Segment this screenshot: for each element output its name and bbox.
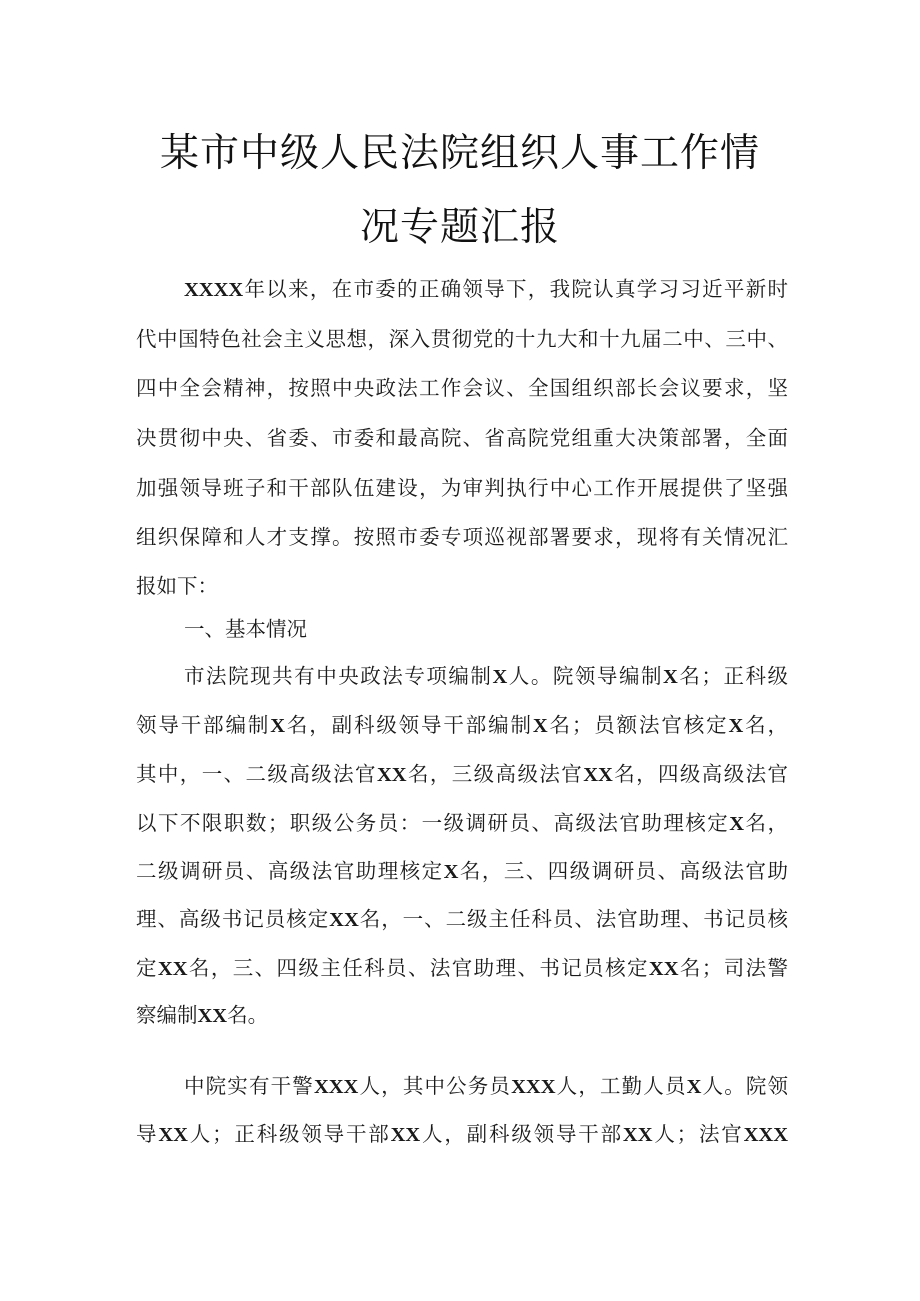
placeholder-number: XXX xyxy=(313,1076,359,1098)
placeholder-number: XX xyxy=(390,1124,421,1146)
document-title-line-1: 某市中级人民法院组织人事工作情 xyxy=(159,131,760,176)
paragraph-1-line-1: XXXX年以来，在市委的正确领导下，我院认真学习习近平新时 xyxy=(184,277,788,301)
section-heading-1: 一、基本情况 xyxy=(184,617,307,641)
placeholder-number: XXX xyxy=(743,1124,789,1146)
placeholder-number: XX xyxy=(583,764,613,786)
placeholder-number: XX xyxy=(622,1124,653,1146)
placeholder-number: X xyxy=(532,715,548,737)
paragraph-2-line-8: 察编制XX名。 xyxy=(136,1003,269,1027)
placeholder-number: X xyxy=(728,715,744,737)
paragraph-2-line-7: 定XX名，三、四级主任科员、法官助理、书记员核定XX名；司法警 xyxy=(136,956,789,980)
placeholder-number: XXXX xyxy=(184,279,244,301)
paragraph-2-line-4: 以下不限职数；职级公务员：一级调研员、高级法官助理核定X名， xyxy=(136,811,789,835)
paragraph-1-line-3: 四中全会精神，按照中央政法工作会议、全国组织部长会议要求，坚 xyxy=(136,376,788,400)
paragraph-1-line-4: 决贯彻中央、省委、市委和最高院、省高院党组重大决策部署，全面 xyxy=(136,426,788,450)
paragraph-1-line-6: 组织保障和人才支撑。按照市委专项巡视部署要求，现将有关情况汇 xyxy=(136,525,788,549)
paragraph-3-line-2: 导XX人；正科级领导干部XX人，副科级领导干部XX人；法官XXX xyxy=(136,1122,789,1146)
paragraph-2-line-1: 市法院现共有中央政法专项编制X人。院领导编制X名；正科级 xyxy=(184,664,789,688)
paragraph-2-line-2: 领导干部编制X名，副科级领导干部编制X名；员额法官核定X名， xyxy=(136,713,789,737)
placeholder-number: X xyxy=(729,813,745,835)
placeholder-number: X xyxy=(443,861,459,883)
placeholder-number: X xyxy=(663,666,678,688)
placeholder-number: XXX xyxy=(511,1076,556,1098)
placeholder-number: XX xyxy=(158,1124,188,1146)
placeholder-number: XX xyxy=(157,958,188,980)
paragraph-3-line-1: 中院实有干警XXX人，其中公务员XXX人，工勤人员X人。院领 xyxy=(184,1074,789,1098)
placeholder-number: X xyxy=(270,715,285,737)
paragraph-2-line-3: 其中，一、二级高级法官XX名，三级高级法官XX名，四级高级法官 xyxy=(136,762,789,786)
placeholder-number: XX xyxy=(197,1005,228,1027)
paragraph-2-line-6: 理、高级书记员核定XX名，一、二级主任科员、法官助理、书记员核 xyxy=(136,907,788,931)
paragraph-1-line-7: 报如下： xyxy=(136,574,218,598)
placeholder-number: X xyxy=(492,666,508,688)
document-title-line-2: 况专题汇报 xyxy=(359,205,560,250)
paragraph-1-line-5: 加强领导班子和干部队伍建设，为审判执行中心工作开展提供了坚强 xyxy=(136,476,788,500)
placeholder-number: XX xyxy=(329,909,359,931)
placeholder-number: XX xyxy=(376,764,407,786)
paragraph-1-line-2: 代中国特色社会主义思想，深入贯彻党的十九大和十九届二中、三中、 xyxy=(136,327,788,351)
paragraph-2-line-5: 二级调研员、高级法官助理核定X名，三、四级调研员、高级法官助 xyxy=(136,859,789,883)
placeholder-number: XX xyxy=(648,958,679,980)
placeholder-number: X xyxy=(686,1076,702,1098)
